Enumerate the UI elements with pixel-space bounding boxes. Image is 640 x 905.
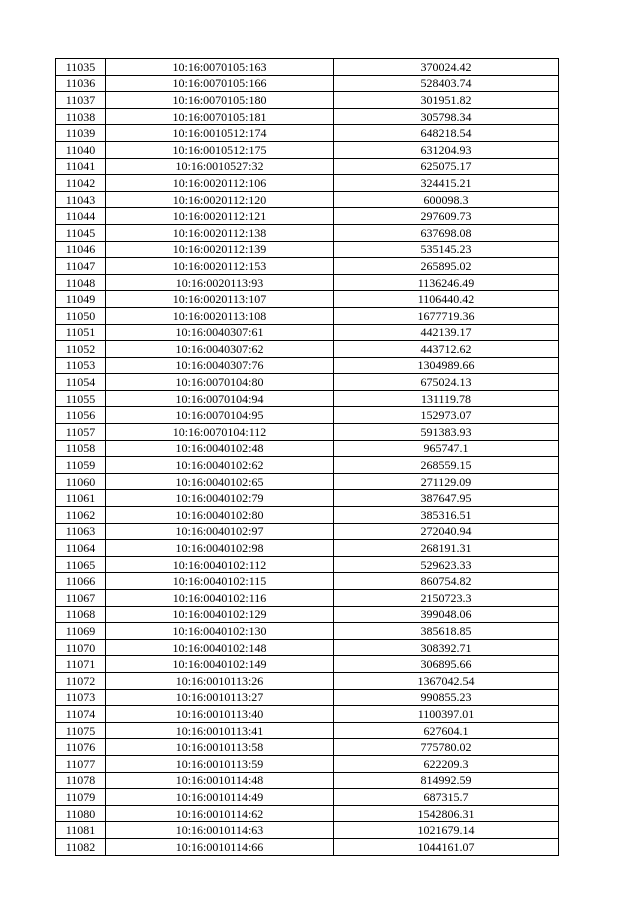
row-number-cell: 11044: [56, 208, 106, 225]
cadastral-number-cell: 10:16:0020112:138: [106, 224, 334, 241]
row-number-cell: 11074: [56, 706, 106, 723]
table-row: [56, 407, 559, 424]
value-cell: 152973.07: [334, 407, 559, 424]
value-cell: 529623.33: [334, 556, 559, 573]
cadastral-number-cell: 10:16:0010113:59: [106, 755, 334, 772]
table-row: [56, 490, 559, 507]
value-cell: 443712.62: [334, 341, 559, 358]
table-row: [56, 258, 559, 275]
table-row: [56, 457, 559, 474]
value-cell: 370024.42: [334, 59, 559, 76]
row-number-cell: 11039: [56, 125, 106, 142]
value-cell: 600098.3: [334, 191, 559, 208]
table-row: [56, 706, 559, 723]
row-number-cell: 11062: [56, 507, 106, 524]
table-row: [56, 606, 559, 623]
cadastral-number-cell: 10:16:0040102:48: [106, 440, 334, 457]
table-row: [56, 224, 559, 241]
cadastral-number-cell: 10:16:0010114:62: [106, 805, 334, 822]
cadastral-number-cell: 10:16:0020112:139: [106, 241, 334, 258]
row-number-cell: 11056: [56, 407, 106, 424]
value-cell: 385618.85: [334, 623, 559, 640]
cadastral-number-cell: 10:16:0040102:97: [106, 523, 334, 540]
value-cell: 860754.82: [334, 573, 559, 590]
row-number-cell: 11069: [56, 623, 106, 640]
row-number-cell: 11049: [56, 291, 106, 308]
table-row: [56, 822, 559, 839]
table-row: [56, 789, 559, 806]
cadastral-number-cell: 10:16:0070105:180: [106, 92, 334, 109]
cadastral-number-cell: 10:16:0020112:121: [106, 208, 334, 225]
table-row: [56, 75, 559, 92]
cadastral-number-cell: 10:16:0040102:149: [106, 656, 334, 673]
value-cell: 305798.34: [334, 108, 559, 125]
cadastral-number-cell: 10:16:0040102:79: [106, 490, 334, 507]
value-cell: 687315.7: [334, 789, 559, 806]
table-row: [56, 590, 559, 607]
table-row: [56, 92, 559, 109]
table-row: [56, 241, 559, 258]
table-row: [56, 573, 559, 590]
table-row: [56, 341, 559, 358]
value-cell: 814992.59: [334, 772, 559, 789]
row-number-cell: 11075: [56, 722, 106, 739]
row-number-cell: 11037: [56, 92, 106, 109]
table-row: [56, 656, 559, 673]
value-cell: 308392.71: [334, 639, 559, 656]
row-number-cell: 11063: [56, 523, 106, 540]
table-row: [56, 689, 559, 706]
value-cell: 1367042.54: [334, 672, 559, 689]
cadastral-number-cell: 10:16:0010527:32: [106, 158, 334, 175]
value-cell: 1021679.14: [334, 822, 559, 839]
cadastral-number-cell: 10:16:0070104:112: [106, 424, 334, 441]
value-cell: 265895.02: [334, 258, 559, 275]
row-number-cell: 11051: [56, 324, 106, 341]
value-cell: 675024.13: [334, 374, 559, 391]
cadastral-number-cell: 10:16:0040307:61: [106, 324, 334, 341]
table-row: [56, 540, 559, 557]
value-cell: 535145.23: [334, 241, 559, 258]
table-row: [56, 175, 559, 192]
cadastral-number-cell: 10:16:0010512:174: [106, 125, 334, 142]
row-number-cell: 11048: [56, 274, 106, 291]
cadastral-number-cell: 10:16:0040102:65: [106, 473, 334, 490]
row-number-cell: 11057: [56, 424, 106, 441]
value-cell: 297609.73: [334, 208, 559, 225]
table-row: [56, 274, 559, 291]
value-cell: 648218.54: [334, 125, 559, 142]
row-number-cell: 11053: [56, 357, 106, 374]
row-number-cell: 11079: [56, 789, 106, 806]
cadastral-number-cell: 10:16:0070104:94: [106, 390, 334, 407]
cadastral-number-cell: 10:16:0040102:98: [106, 540, 334, 557]
value-cell: 387647.95: [334, 490, 559, 507]
cadastral-number-cell: 10:16:0020112:153: [106, 258, 334, 275]
table-row: [56, 59, 559, 76]
value-cell: 306895.66: [334, 656, 559, 673]
table-row: [56, 722, 559, 739]
row-number-cell: 11061: [56, 490, 106, 507]
row-number-cell: 11066: [56, 573, 106, 590]
value-cell: 324415.21: [334, 175, 559, 192]
cadastral-number-cell: 10:16:0040102:148: [106, 639, 334, 656]
table-row: [56, 424, 559, 441]
value-cell: 442139.17: [334, 324, 559, 341]
value-cell: 268191.31: [334, 540, 559, 557]
row-number-cell: 11081: [56, 822, 106, 839]
cadastral-number-cell: 10:16:0010113:40: [106, 706, 334, 723]
value-cell: 272040.94: [334, 523, 559, 540]
table-row: [56, 507, 559, 524]
table-row: [56, 556, 559, 573]
row-number-cell: 11071: [56, 656, 106, 673]
row-number-cell: 11035: [56, 59, 106, 76]
cadastral-number-cell: 10:16:0040307:62: [106, 341, 334, 358]
cadastral-number-cell: 10:16:0010114:49: [106, 789, 334, 806]
value-cell: 271129.09: [334, 473, 559, 490]
row-number-cell: 11055: [56, 390, 106, 407]
table-row: [56, 324, 559, 341]
value-cell: 622209.3: [334, 755, 559, 772]
cadastral-number-cell: 10:16:0010114:63: [106, 822, 334, 839]
cadastral-number-cell: 10:16:0010114:66: [106, 838, 334, 855]
row-number-cell: 11047: [56, 258, 106, 275]
cadastral-number-cell: 10:16:0020113:93: [106, 274, 334, 291]
cadastral-number-cell: 10:16:0020112:120: [106, 191, 334, 208]
row-number-cell: 11052: [56, 341, 106, 358]
cadastral-number-cell: 10:16:0040102:116: [106, 590, 334, 607]
table-row: [56, 772, 559, 789]
row-number-cell: 11073: [56, 689, 106, 706]
value-cell: 625075.17: [334, 158, 559, 175]
table-body: [56, 59, 559, 856]
value-cell: 631204.93: [334, 141, 559, 158]
row-number-cell: 11078: [56, 772, 106, 789]
table-row: [56, 623, 559, 640]
table-row: [56, 838, 559, 855]
cadastral-number-cell: 10:16:0010113:27: [106, 689, 334, 706]
cadastral-number-cell: 10:16:0040102:129: [106, 606, 334, 623]
row-number-cell: 11080: [56, 805, 106, 822]
cadastral-number-cell: 10:16:0040102:80: [106, 507, 334, 524]
value-cell: 528403.74: [334, 75, 559, 92]
cadastral-number-cell: 10:16:0070105:166: [106, 75, 334, 92]
value-cell: 1542806.31: [334, 805, 559, 822]
cadastral-number-cell: 10:16:0040307:76: [106, 357, 334, 374]
value-cell: 1136246.49: [334, 274, 559, 291]
cadastral-number-cell: 10:16:0010113:26: [106, 672, 334, 689]
row-number-cell: 11065: [56, 556, 106, 573]
table-row: [56, 473, 559, 490]
value-cell: 385316.51: [334, 507, 559, 524]
cadastral-number-cell: 10:16:0070104:95: [106, 407, 334, 424]
table-row: [56, 307, 559, 324]
table-row: [56, 357, 559, 374]
row-number-cell: 11067: [56, 590, 106, 607]
cadastral-number-cell: 10:16:0040102:130: [106, 623, 334, 640]
table-row: [56, 125, 559, 142]
value-cell: 965747.1: [334, 440, 559, 457]
cadastral-number-cell: 10:16:0020113:108: [106, 307, 334, 324]
table-row: [56, 191, 559, 208]
cadastral-number-cell: 10:16:0020113:107: [106, 291, 334, 308]
cadastral-number-cell: 10:16:0070105:163: [106, 59, 334, 76]
table-row: [56, 672, 559, 689]
row-number-cell: 11076: [56, 739, 106, 756]
value-cell: 990855.23: [334, 689, 559, 706]
value-cell: 1677719.36: [334, 307, 559, 324]
cadastral-number-cell: 10:16:0010113:41: [106, 722, 334, 739]
row-number-cell: 11072: [56, 672, 106, 689]
row-number-cell: 11038: [56, 108, 106, 125]
value-cell: 1044161.07: [334, 838, 559, 855]
cadastral-number-cell: 10:16:0010114:48: [106, 772, 334, 789]
table-row: [56, 141, 559, 158]
value-cell: 1304989.66: [334, 357, 559, 374]
cadastral-number-cell: 10:16:0010113:58: [106, 739, 334, 756]
table-row: [56, 291, 559, 308]
row-number-cell: 11077: [56, 755, 106, 772]
row-number-cell: 11045: [56, 224, 106, 241]
value-cell: 2150723.3: [334, 590, 559, 607]
row-number-cell: 11040: [56, 141, 106, 158]
value-cell: 399048.06: [334, 606, 559, 623]
value-cell: 1100397.01: [334, 706, 559, 723]
row-number-cell: 11058: [56, 440, 106, 457]
cadastral-number-cell: 10:16:0040102:112: [106, 556, 334, 573]
table-row: [56, 390, 559, 407]
row-number-cell: 11082: [56, 838, 106, 855]
row-number-cell: 11036: [56, 75, 106, 92]
row-number-cell: 11043: [56, 191, 106, 208]
table-row: [56, 208, 559, 225]
cadastral-number-cell: 10:16:0010512:175: [106, 141, 334, 158]
table-row: [56, 755, 559, 772]
row-number-cell: 11050: [56, 307, 106, 324]
value-cell: 591383.93: [334, 424, 559, 441]
cadastral-number-cell: 10:16:0070105:181: [106, 108, 334, 125]
table-row: [56, 639, 559, 656]
row-number-cell: 11042: [56, 175, 106, 192]
row-number-cell: 11060: [56, 473, 106, 490]
cadastral-number-cell: 10:16:0040102:115: [106, 573, 334, 590]
value-cell: 637698.08: [334, 224, 559, 241]
value-cell: 1106440.42: [334, 291, 559, 308]
table-row: [56, 805, 559, 822]
table-row: [56, 374, 559, 391]
row-number-cell: 11059: [56, 457, 106, 474]
cadastral-number-cell: 10:16:0020112:106: [106, 175, 334, 192]
row-number-cell: 11046: [56, 241, 106, 258]
table-row: [56, 440, 559, 457]
table-row: [56, 739, 559, 756]
row-number-cell: 11068: [56, 606, 106, 623]
value-cell: 131119.78: [334, 390, 559, 407]
row-number-cell: 11064: [56, 540, 106, 557]
row-number-cell: 11070: [56, 639, 106, 656]
row-number-cell: 11054: [56, 374, 106, 391]
value-cell: 268559.15: [334, 457, 559, 474]
value-cell: 301951.82: [334, 92, 559, 109]
cadastral-number-cell: 10:16:0040102:62: [106, 457, 334, 474]
table-row: [56, 108, 559, 125]
table-row: [56, 523, 559, 540]
cadastral-number-cell: 10:16:0070104:80: [106, 374, 334, 391]
value-cell: 775780.02: [334, 739, 559, 756]
table-row: [56, 158, 559, 175]
data-table: [55, 58, 559, 856]
value-cell: 627604.1: [334, 722, 559, 739]
row-number-cell: 11041: [56, 158, 106, 175]
